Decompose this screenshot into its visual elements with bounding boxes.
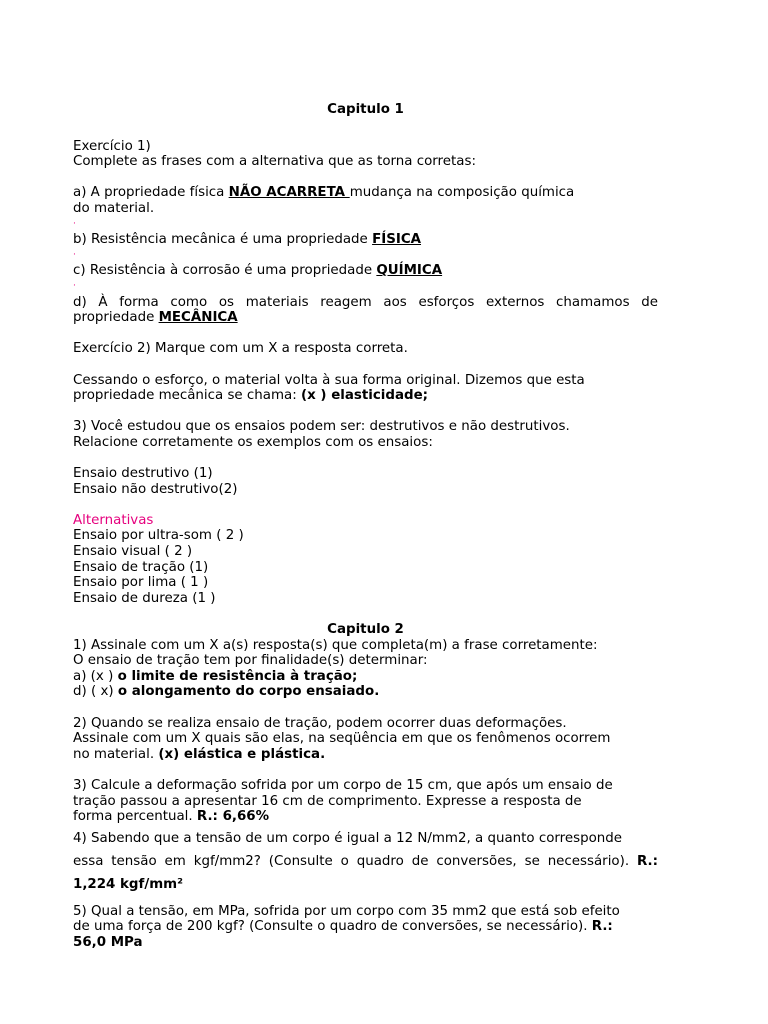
item-c-answer: QUÍMICA — [376, 263, 443, 279]
exercise2-text: propriedade mecânica se chama: — [73, 388, 301, 404]
c2-question5-text: de uma força de 200 kgf? (Consulte o quadro de conversões, se necessário). — [73, 919, 592, 935]
exercise2-answer: (x ) elasticidade; — [301, 388, 429, 404]
c2-question2-line3 — [73, 747, 658, 763]
question3-line2: Relacione corretamente os exemplos com os ensaios: — [73, 434, 433, 450]
c2-question3-line3 — [73, 809, 658, 825]
test-nondestructive: Ensaio não destrutivo(2) — [73, 481, 238, 497]
c2-question3-text: forma percentual. — [73, 809, 197, 825]
c2-question1-option-a — [73, 669, 658, 685]
item-a-answer: NÃO ACARRETA — [228, 185, 350, 201]
item-d-answer: MECÂNICA — [158, 310, 238, 326]
c2-question4-line2 — [73, 850, 658, 873]
item-b-text: b) Resistência mecânica é uma propriedade — [73, 232, 373, 248]
c2-question5-line2 — [73, 919, 658, 935]
item-b — [73, 232, 658, 248]
item-a-line2: do material. — [73, 200, 155, 216]
exercise2-line2 — [73, 388, 658, 404]
c2-question4-r: R.: — [636, 853, 658, 869]
alternatives-heading: Alternativas — [73, 512, 154, 528]
question3-line1: 3) Você estudou que os ensaios podem ser: destrutivos e não destrutivos. — [73, 419, 570, 435]
alternative-item: Ensaio por lima ( 1 ) — [73, 575, 209, 591]
chapter1-title: Capitulo 1 — [327, 102, 404, 117]
c2-question1-option-d — [73, 684, 658, 700]
chapter2-title: Capitulo 2 — [327, 622, 404, 637]
c2-question3-line2: tração passou a apresentar 16 cm de comprimento. Expresse a resposta de — [73, 793, 582, 809]
alternative-item: Ensaio de dureza (1 ) — [73, 590, 216, 606]
c2-question5-answer: 56,0 MPa — [73, 934, 143, 950]
item-d — [73, 295, 658, 326]
item-b-answer: FÍSICA — [372, 232, 422, 248]
item-a-text: a) A propriedade física — [73, 185, 229, 201]
exercise2-label: Exercício 2) Marque com um X a resposta correta. — [73, 341, 408, 357]
bullet-dot: · — [73, 280, 76, 291]
c2-question2-line1: 2) Quando se realiza ensaio de tração, podem ocorrer duas deformações. — [73, 715, 567, 731]
c2-question2-line2: Assinale com um X quais são elas, na seqüência em que os fenômenos ocorrem — [73, 731, 611, 747]
option-a-mark: a) (x ) — [73, 668, 118, 684]
c2-question3-answer: R.: 6,66% — [196, 809, 270, 825]
test-destructive: Ensaio destrutivo (1) — [73, 466, 213, 482]
exercise2-line1: Cessando o esforço, o material volta à sua forma original. Dizemos que esta — [73, 372, 585, 388]
c2-question2-text: no material. — [73, 746, 159, 762]
c2-question4 — [73, 827, 658, 896]
alternative-item: Ensaio de tração (1) — [73, 559, 209, 575]
item-c — [73, 263, 658, 279]
item-a-rest: mudança na composição química — [349, 185, 575, 201]
c2-question2-answer: (x) elástica e plástica. — [158, 746, 326, 762]
item-d-text: d) À forma como os materiais reagem aos esforços externos chamamos de propriedade — [73, 294, 658, 326]
c2-question1-line1: 1) Assinale com um X a(s) resposta(s) que completa(m) a frase corretamente: — [73, 637, 598, 653]
option-d-answer: o alongamento do corpo ensaiado. — [117, 684, 380, 700]
c2-question5-r: R.: — [591, 919, 613, 935]
option-d-mark: d) ( x) — [73, 684, 118, 700]
option-a-answer: o limite de resistência à tração; — [117, 668, 358, 684]
item-a — [73, 185, 658, 201]
bullet-dot: · — [73, 249, 76, 260]
bullet-dot: · — [73, 218, 76, 229]
c2-question1-line2: O ensaio de tração tem por finalidade(s) determinar: — [73, 653, 428, 669]
alternative-item: Ensaio por ultra-som ( 2 ) — [73, 528, 244, 544]
alternative-item: Ensaio visual ( 2 ) — [73, 544, 193, 560]
exercise1-instructions: Complete as frases com a alternativa que as torna corretas: — [73, 154, 476, 170]
document-body — [73, 102, 658, 951]
exercise1-label: Exercício 1) — [73, 138, 151, 154]
c2-question3-line1: 3) Calcule a deformação sofrida por um corpo de 15 cm, que após um ensaio de — [73, 777, 613, 793]
c2-question4-answer: 1,224 kgf/mm² — [73, 876, 183, 892]
c2-question4-line1: 4) Sabendo que a tensão de um corpo é igual a 12 N/mm2, a quanto corresponde — [73, 830, 623, 846]
c2-question5-line1: 5) Qual a tensão, em MPa, sofrida por um corpo com 35 mm2 que está sob efeito — [73, 903, 620, 919]
c2-question4-text: essa tensão em kgf/mm2? (Consulte o quadro de conversões, se necessário). — [73, 853, 637, 869]
item-c-text: c) Resistência à corrosão é uma propriedade — [73, 263, 377, 279]
